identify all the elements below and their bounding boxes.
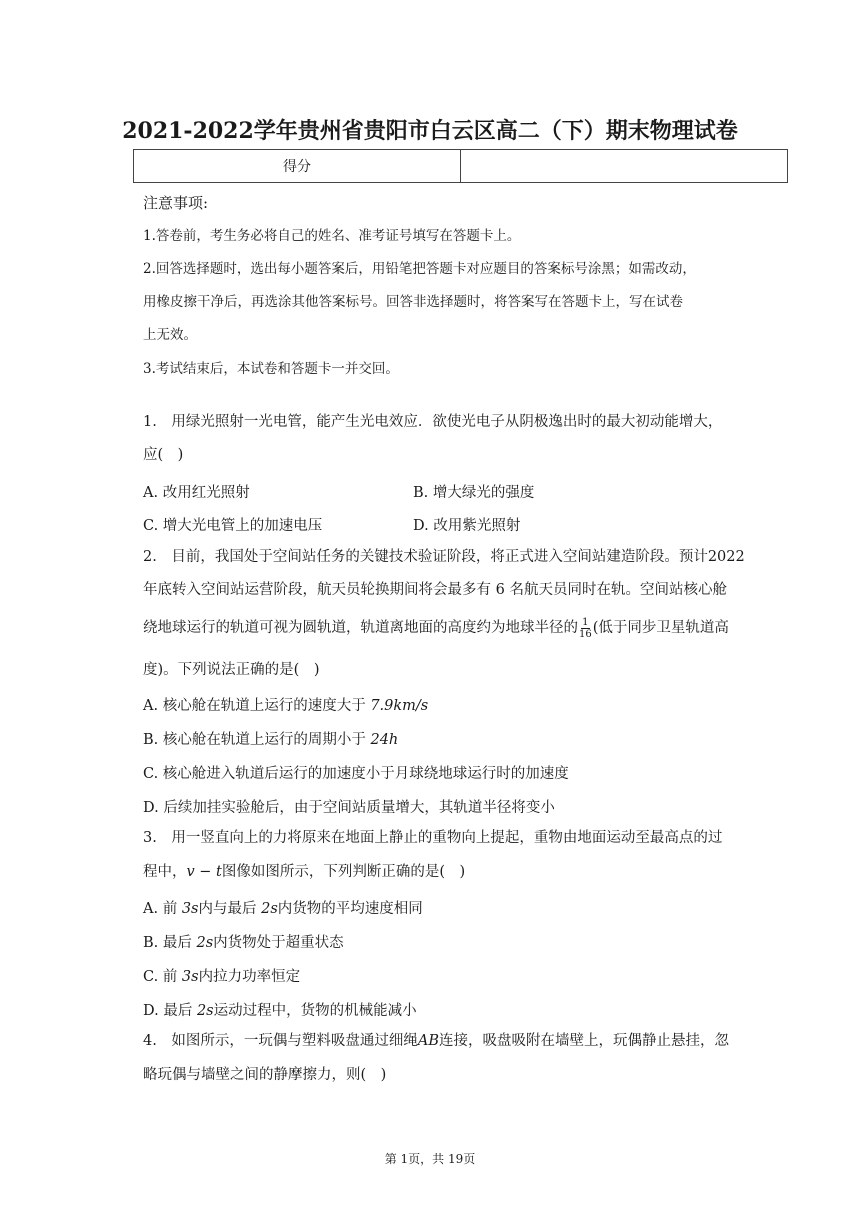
q3-option-b-post: 内货物处于超重状态 — [213, 935, 344, 951]
q1-option-a: A. 改用红光照射 — [143, 485, 250, 501]
q2-stem-line1: 2. 目前，我国处于空间站任务的关键技术验证阶段，将正式进入空间站建造阶段。预计2022 — [143, 549, 745, 565]
q2-fraction-numerator: 1 — [582, 616, 589, 628]
q3-option-a-pre: A. 前 — [143, 901, 182, 917]
q3-stem-line1: 3. 用一竖直向上的力将原来在地面上静止的重物向上提起，重物由地面运动至最高点的过 — [143, 830, 723, 846]
q4-line1-math: AB — [417, 1033, 439, 1049]
q3-option-c — [143, 965, 300, 986]
q4-stem-line1 — [143, 1025, 753, 1058]
q3-stem-line2 — [143, 856, 753, 889]
q3-line2-pre: 程中， — [143, 864, 187, 880]
notice-item-1: 1.答卷前，考生务必将自己的姓名、准考证号填写在答题卡上。 — [143, 228, 521, 244]
q3-option-d-pre: D. 最后 — [143, 1003, 197, 1019]
q3-option-a-mid: 内与最后 — [198, 901, 262, 917]
q3-option-c-pre: C. 前 — [143, 969, 182, 985]
score-table — [133, 149, 788, 183]
exam-title: 2021-2022学年贵州省贵阳市白云区高二（下）期末物理试卷 — [122, 118, 738, 144]
q2-option-d: D. 后续加挂实验舱后，由于空间站质量增大，其轨道半径将变小 — [143, 800, 555, 816]
notice-item-2c: 上无效。 — [143, 327, 197, 343]
q3-option-a-post: 内货物的平均速度相同 — [277, 901, 423, 917]
notice-item-2a: 2.回答选择题时，选出每小题答案后，用铅笔把答题卡对应题目的答案标号涂黑；如需改动， — [143, 261, 696, 277]
q3-option-c-post: 内拉力功率恒定 — [198, 969, 301, 985]
q3-option-b-math: 2s — [196, 935, 214, 951]
q2-option-b-math: 24h — [370, 732, 399, 748]
score-label: 得分 — [134, 150, 461, 183]
q1-option-c: C. 增大光电管上的加速电压 — [143, 518, 323, 534]
q3-option-b — [143, 931, 344, 952]
notice-item-2b: 用橡皮擦干净后，再选涂其他答案标号。回答非选择题时，将答案写在答题卡上，写在试卷 — [143, 294, 683, 310]
q3-option-a — [143, 897, 423, 918]
q2-line3-post: (低于同步卫星轨道高 — [592, 620, 729, 636]
q4-line1-pre: 4. 如图所示，一玩偶与塑料吸盘通过细绳 — [143, 1033, 418, 1049]
q2-option-b — [143, 728, 398, 749]
q3-option-a-math1: 3s — [181, 901, 199, 917]
q2-fraction — [579, 617, 592, 640]
q2-stem-line4: 度)。下列说法正确的是( ) — [143, 662, 320, 678]
q2-line3-pre: 绕地球运行的轨道可视为圆轨道，轨道离地面的高度约为地球半径的 — [143, 620, 578, 636]
score-value — [461, 150, 788, 183]
q2-option-a — [143, 694, 428, 715]
q4-line1-post: 连接，吸盘吸附在墙壁上，玩偶静止悬挂，忽 — [438, 1033, 729, 1049]
q3-option-d-math: 2s — [196, 1003, 214, 1019]
page-footer: 第 1页，共 19页 — [384, 1152, 476, 1166]
q3-option-d — [143, 999, 417, 1020]
q2-option-a-math: 7.9km/s — [370, 698, 429, 714]
q2-stem-line3 — [143, 612, 753, 645]
q3-option-d-post: 运动过程中，货物的机械能减小 — [213, 1003, 417, 1019]
q3-option-a-math2: 2s — [261, 901, 278, 917]
q3-option-b-pre: B. 最后 — [143, 935, 197, 951]
q2-stem-line2: 年底转入空间站运营阶段，航天员轮换期间将会最多有 6 名航天员同时在轨。空间站核心舱 — [143, 582, 727, 598]
q1-option-d: D. 改用紫光照射 — [413, 518, 521, 534]
q1-stem-line2: 应( ) — [143, 447, 184, 463]
notice-item-3: 3.考试结束后，本试卷和答题卡一并交回。 — [143, 361, 399, 377]
notice-heading: 注意事项: — [143, 194, 209, 212]
q4-stem-line2: 略玩偶与墙壁之间的静摩擦力，则( ) — [143, 1067, 387, 1083]
q2-fraction-denominator: 16 — [579, 628, 592, 640]
q1-option-b: B. 增大绿光的强度 — [413, 485, 535, 501]
q3-option-c-math: 3s — [181, 969, 199, 985]
q2-option-c: C. 核心舱进入轨道后运行的加速度小于月球绕地球运行时的加速度 — [143, 766, 569, 782]
q3-line2-post: 图像如图所示，下列判断正确的是( ) — [221, 864, 466, 880]
q2-option-a-text: A. 核心舱在轨道上运行的速度大于 — [143, 698, 371, 714]
q3-line2-math: v − t — [186, 864, 222, 880]
q2-option-b-text: B. 核心舱在轨道上运行的周期小于 — [143, 732, 371, 748]
q1-stem-line1: 1. 用绿光照射一光电管，能产生光电效应．欲使光电子从阴极逸出时的最大初动能增大， — [143, 414, 723, 430]
